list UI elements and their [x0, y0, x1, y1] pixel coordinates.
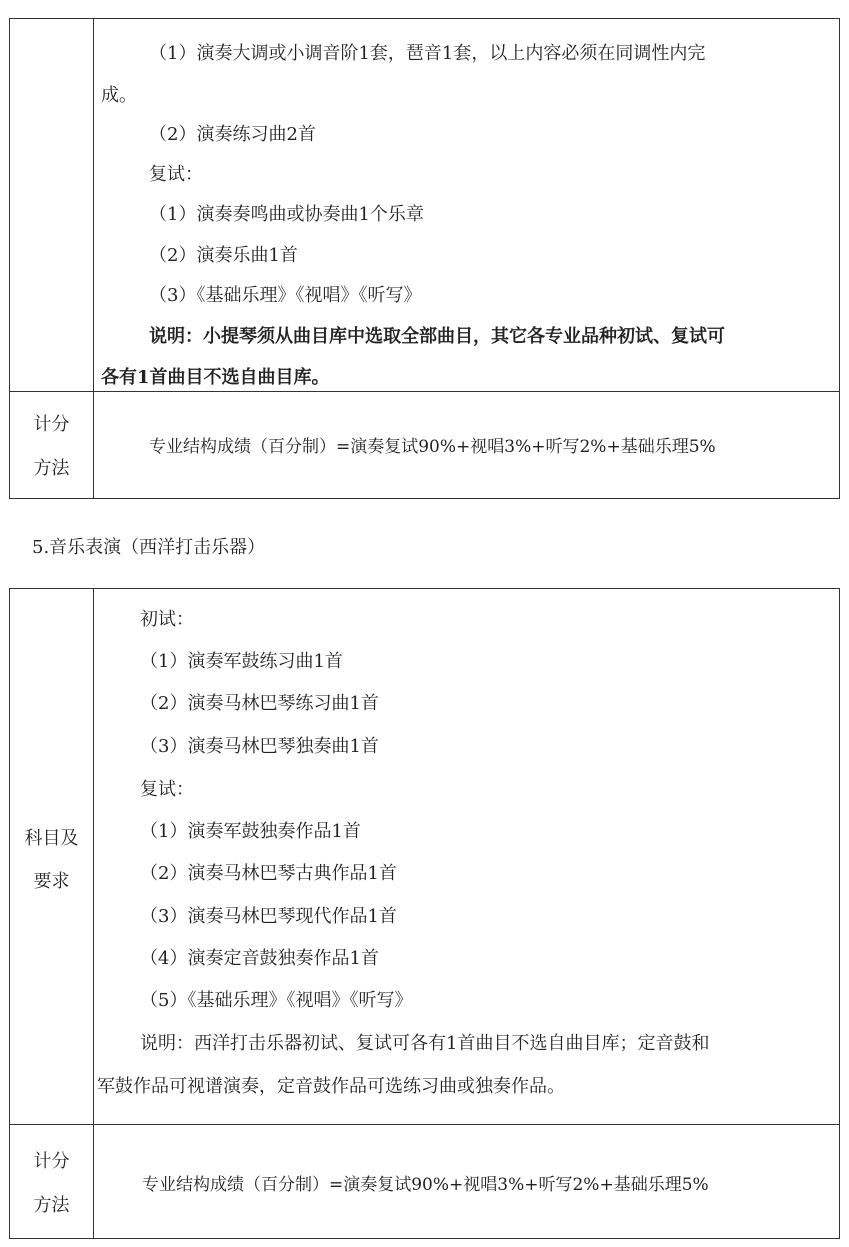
- scoring-row: [10, 391, 839, 499]
- scoring-label-line-1: 计分: [33, 1151, 70, 1172]
- content-line: 成。: [101, 85, 137, 106]
- content-line: （2）演奏乐曲1首: [149, 245, 298, 266]
- scoring-label-line-1: 计分: [33, 414, 70, 435]
- content-line: （3）《基础乐理》《视唱》《听写》: [149, 285, 422, 306]
- scoring-formula: 专业结构成绩（百分制）=演奏复试90%+视唱3%+听写2%+基础乐理5%: [142, 1175, 709, 1195]
- content-line: 说明：西洋打击乐器初试、复试可各有1首曲目不选自曲目库；定音鼓和: [140, 1033, 710, 1054]
- content-line: （1）演奏军鼓练习曲1首: [140, 651, 343, 672]
- subject-label-cell: [10, 589, 94, 1124]
- content-line: （3）演奏马林巴琴现代作品1首: [140, 906, 397, 927]
- content-line: 复试：: [149, 164, 203, 185]
- subject-label-line-1: 科目及: [24, 828, 79, 849]
- content-line: （4）演奏定音鼓独奏作品1首: [140, 948, 379, 969]
- content-line: （3）演奏马林巴琴独奏曲1首: [140, 736, 379, 757]
- content-line: （2）演奏练习曲2首: [149, 124, 316, 145]
- scoring-formula: 专业结构成绩（百分制）=演奏复试90%+视唱3%+听写2%+基础乐理5%: [149, 437, 716, 457]
- subject-label-line-2: 要求: [33, 871, 70, 892]
- content-line: 初试：: [140, 609, 194, 630]
- note-line: 各有1首曲目不选自曲目库。: [101, 367, 330, 388]
- requirements-table-percussion: [9, 588, 840, 1239]
- row-label-cell: [10, 19, 94, 391]
- requirements-table-violin: [9, 18, 840, 499]
- content-line: （1）演奏军鼓独奏作品1首: [140, 821, 361, 842]
- content-line: （5）《基础乐理》《视唱》《听写》: [140, 990, 413, 1011]
- content-line: 复试：: [140, 779, 194, 800]
- scoring-label-cell: [10, 392, 94, 499]
- section-heading: 5.音乐表演（西洋打击乐器）: [32, 537, 266, 558]
- content-line: （2）演奏马林巴琴古典作品1首: [140, 863, 397, 884]
- content-line: 军鼓作品可视谱演奏，定音鼓作品可选练习曲或独奏作品。: [97, 1076, 565, 1097]
- content-line: （1）演奏奏鸣曲或协奏曲1个乐章: [149, 204, 424, 225]
- note-line: 说明：小提琴须从曲目库中选取全部曲目，其它各专业品种初试、复试可: [149, 326, 725, 347]
- scoring-label-line-2: 方法: [33, 1195, 70, 1216]
- requirements-row: [10, 19, 839, 391]
- requirements-row: [10, 589, 839, 1124]
- content-line: （2）演奏马林巴琴练习曲1首: [140, 693, 379, 714]
- scoring-label-cell: [10, 1125, 94, 1239]
- scoring-label-line-2: 方法: [33, 458, 70, 479]
- scoring-row: [10, 1124, 839, 1239]
- content-line: （1）演奏大调或小调音阶1套，琶音1套，以上内容必须在同调性内完: [149, 43, 706, 64]
